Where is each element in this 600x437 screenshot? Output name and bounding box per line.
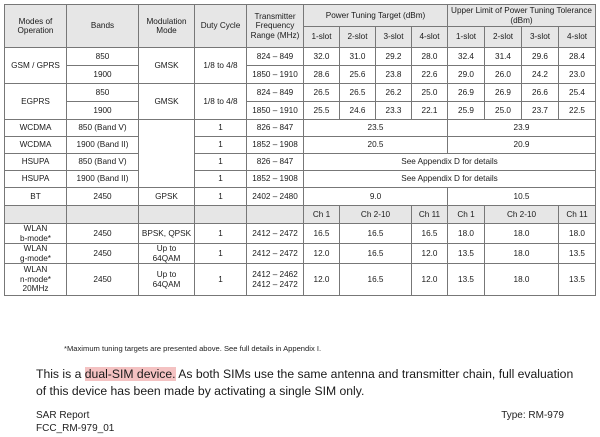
dual-sim-note [36,366,576,400]
target-cell: 16.5 [340,244,412,264]
limit-cell: 10.5 [448,188,596,206]
mode-line: g-mode* [20,253,51,263]
range-cell [247,264,304,296]
appendix-note: See Appendix D for details [304,171,596,188]
appendix-note: See Appendix D for details [304,154,596,171]
target-cell: 9.0 [304,188,448,206]
range-cell: 1852 – 1908 [247,137,304,154]
limit-cell: 32.4 [448,48,485,66]
limit-cell: 26.0 [485,66,522,84]
footnote: *Maximum tuning targets are presented above. See full details in Appendix I. [64,344,322,353]
slot-header: 3-slot [376,27,412,48]
duty-cell: 1 [195,264,247,296]
limit-cell: 18.0 [559,224,596,244]
mode-line: WLAN [23,265,48,275]
mode-cell: GSM / GPRS [5,48,67,84]
modulation-cell: BPSK, QPSK [139,224,195,244]
target-cell: 22.6 [412,66,448,84]
band-cell: 850 (Band V) [67,154,139,171]
channel-header: Ch 11 [559,206,596,224]
modulation-cell: GMSK [139,84,195,120]
target-cell: 12.0 [304,244,340,264]
range-cell: 826 – 847 [247,154,304,171]
range-cell: 1852 – 1908 [247,171,304,188]
dual-sim-highlight: dual-SIM device. [84,367,176,381]
band-cell: 2450 [67,264,139,296]
band-cell: 1900 [67,66,139,84]
band-cell: 2450 [67,244,139,264]
band-cell: 850 (Band V) [67,120,139,137]
target-cell: 25.5 [304,102,340,120]
duty-cell: 1 [195,137,247,154]
mode-cell [5,224,67,244]
mode-cell: HSUPA [5,154,67,171]
note-text: This is a [36,367,85,381]
duty-cell: 1 [195,224,247,244]
target-cell: 12.0 [412,264,448,296]
limit-cell: 25.9 [448,102,485,120]
range-cell: 824 – 849 [247,84,304,102]
duty-cell: 1 [195,171,247,188]
target-cell: 16.5 [412,224,448,244]
note-text: As both SIMs use the same antenna and transmitter chain, full evaluation of this device has been made by activating a single SIM only. [36,367,574,398]
modulation-cell [139,120,195,188]
mode-cell: WCDMA [5,120,67,137]
target-cell: 20.5 [304,137,448,154]
target-cell: 25.0 [412,84,448,102]
limit-cell: 29.0 [448,66,485,84]
band-cell: 850 [67,84,139,102]
range-line: 2412 – 2472 [252,279,298,289]
duty-cell: 1 [195,154,247,171]
slot-header: 4-slot [412,27,448,48]
range-cell: 2402 – 2480 [247,188,304,206]
header-bands: Bands [67,5,139,48]
limit-cell: 13.5 [448,244,485,264]
mode-cell: WCDMA [5,137,67,154]
duty-cell: 1/8 to 4/8 [195,84,247,120]
header-modes: Modes of Operation [5,5,67,48]
target-cell: 28.6 [304,66,340,84]
range-cell: 1850 – 1910 [247,102,304,120]
mode-cell: EGPRS [5,84,67,120]
duty-cell: 1/8 to 4/8 [195,48,247,84]
target-cell: 28.0 [412,48,448,66]
range-cell: 1850 – 1910 [247,66,304,84]
mode-cell [5,244,67,264]
modulation-line: Up to [156,244,177,254]
mode-line: WLAN [23,224,48,234]
target-cell: 29.2 [376,48,412,66]
target-cell: 24.6 [340,102,376,120]
mode-line: WLAN [23,244,48,254]
target-cell: 12.0 [412,244,448,264]
mode-cell: BT [5,188,67,206]
channel-header: Ch 2-10 [485,206,559,224]
duty-cell: 1 [195,188,247,206]
header-modulation: Modulation Mode [139,5,195,48]
limit-cell: 25.4 [559,84,596,102]
slot-header: 1-slot [448,27,485,48]
target-cell: 16.5 [340,264,412,296]
channel-header: Ch 1 [304,206,340,224]
range-cell: 2412 – 2472 [247,224,304,244]
limit-cell: 23.0 [559,66,596,84]
limit-cell: 25.0 [485,102,522,120]
channel-header: Ch 2-10 [340,206,412,224]
band-cell: 2450 [67,224,139,244]
limit-cell: 18.0 [485,264,559,296]
modulation-line: Up to [156,270,177,280]
target-cell: 23.8 [376,66,412,84]
band-cell: 1900 [67,102,139,120]
blank-cell [139,206,195,224]
limit-cell: 29.6 [522,48,559,66]
modulation-cell [139,264,195,296]
header-duty-cycle: Duty Cycle [195,5,247,48]
mode-cell: HSUPA [5,171,67,188]
range-cell: 824 – 849 [247,48,304,66]
limit-cell: 26.9 [485,84,522,102]
modulation-line: 64QAM [152,253,181,263]
duty-cell: 1 [195,244,247,264]
limit-cell: 28.4 [559,48,596,66]
target-cell: 16.5 [340,224,412,244]
mode-line: b-mode* [20,233,51,243]
target-cell: 16.5 [304,224,340,244]
range-cell: 826 – 847 [247,120,304,137]
modulation-cell: GPSK [139,188,195,206]
limit-cell: 13.5 [448,264,485,296]
target-cell: 31.0 [340,48,376,66]
target-cell: 23.5 [304,120,448,137]
limit-cell: 23.9 [448,120,596,137]
target-cell: 26.5 [340,84,376,102]
band-cell: 1900 (Band II) [67,171,139,188]
slot-header: 3-slot [522,27,559,48]
header-upper-limit: Upper Limit of Power Tuning Tolerance (dBm) [448,5,596,27]
target-cell: 25.6 [340,66,376,84]
header-tx-range: Transmitter Frequency Range (MHz) [247,5,304,48]
limit-cell: 23.7 [522,102,559,120]
limit-cell: 26.6 [522,84,559,102]
limit-cell: 24.2 [522,66,559,84]
limit-cell: 13.5 [559,264,596,296]
blank-cell [247,206,304,224]
limit-cell: 22.5 [559,102,596,120]
target-cell: 26.2 [376,84,412,102]
slot-header: 4-slot [559,27,596,48]
channel-header: Ch 1 [448,206,485,224]
range-line: 2412 – 2462 [252,270,298,280]
modulation-line: 64QAM [152,279,181,289]
band-cell: 850 [67,48,139,66]
target-cell: 26.5 [304,84,340,102]
target-cell: 22.1 [412,102,448,120]
power-tuning-table [4,4,596,296]
blank-cell [195,206,247,224]
duty-cell: 1 [195,120,247,137]
modulation-cell: GMSK [139,48,195,84]
limit-cell: 18.0 [485,244,559,264]
report-title: SAR Report [36,410,90,421]
target-cell: 12.0 [304,264,340,296]
band-cell: 1900 (Band II) [67,137,139,154]
slot-header: 2-slot [340,27,376,48]
limit-cell: 26.9 [448,84,485,102]
blank-cell [67,206,139,224]
report-id: FCC_RM-979_01 [36,423,115,434]
modulation-cell [139,244,195,264]
blank-cell [5,206,67,224]
limit-cell: 20.9 [448,137,596,154]
channel-header: Ch 11 [412,206,448,224]
page-footer [36,409,584,435]
header-power-target: Power Tuning Target (dBm) [304,5,448,27]
report-type: Type: RM-979 [501,410,564,421]
band-cell: 2450 [67,188,139,206]
target-cell: 32.0 [304,48,340,66]
limit-cell: 13.5 [559,244,596,264]
mode-cell [5,264,67,296]
mode-line: 20MHz [22,284,49,294]
limit-cell: 31.4 [485,48,522,66]
mode-line: n-mode* [20,274,51,284]
slot-header: 2-slot [485,27,522,48]
limit-cell: 18.0 [448,224,485,244]
target-cell: 23.3 [376,102,412,120]
range-cell: 2412 – 2472 [247,244,304,264]
limit-cell: 18.0 [485,224,559,244]
slot-header: 1-slot [304,27,340,48]
